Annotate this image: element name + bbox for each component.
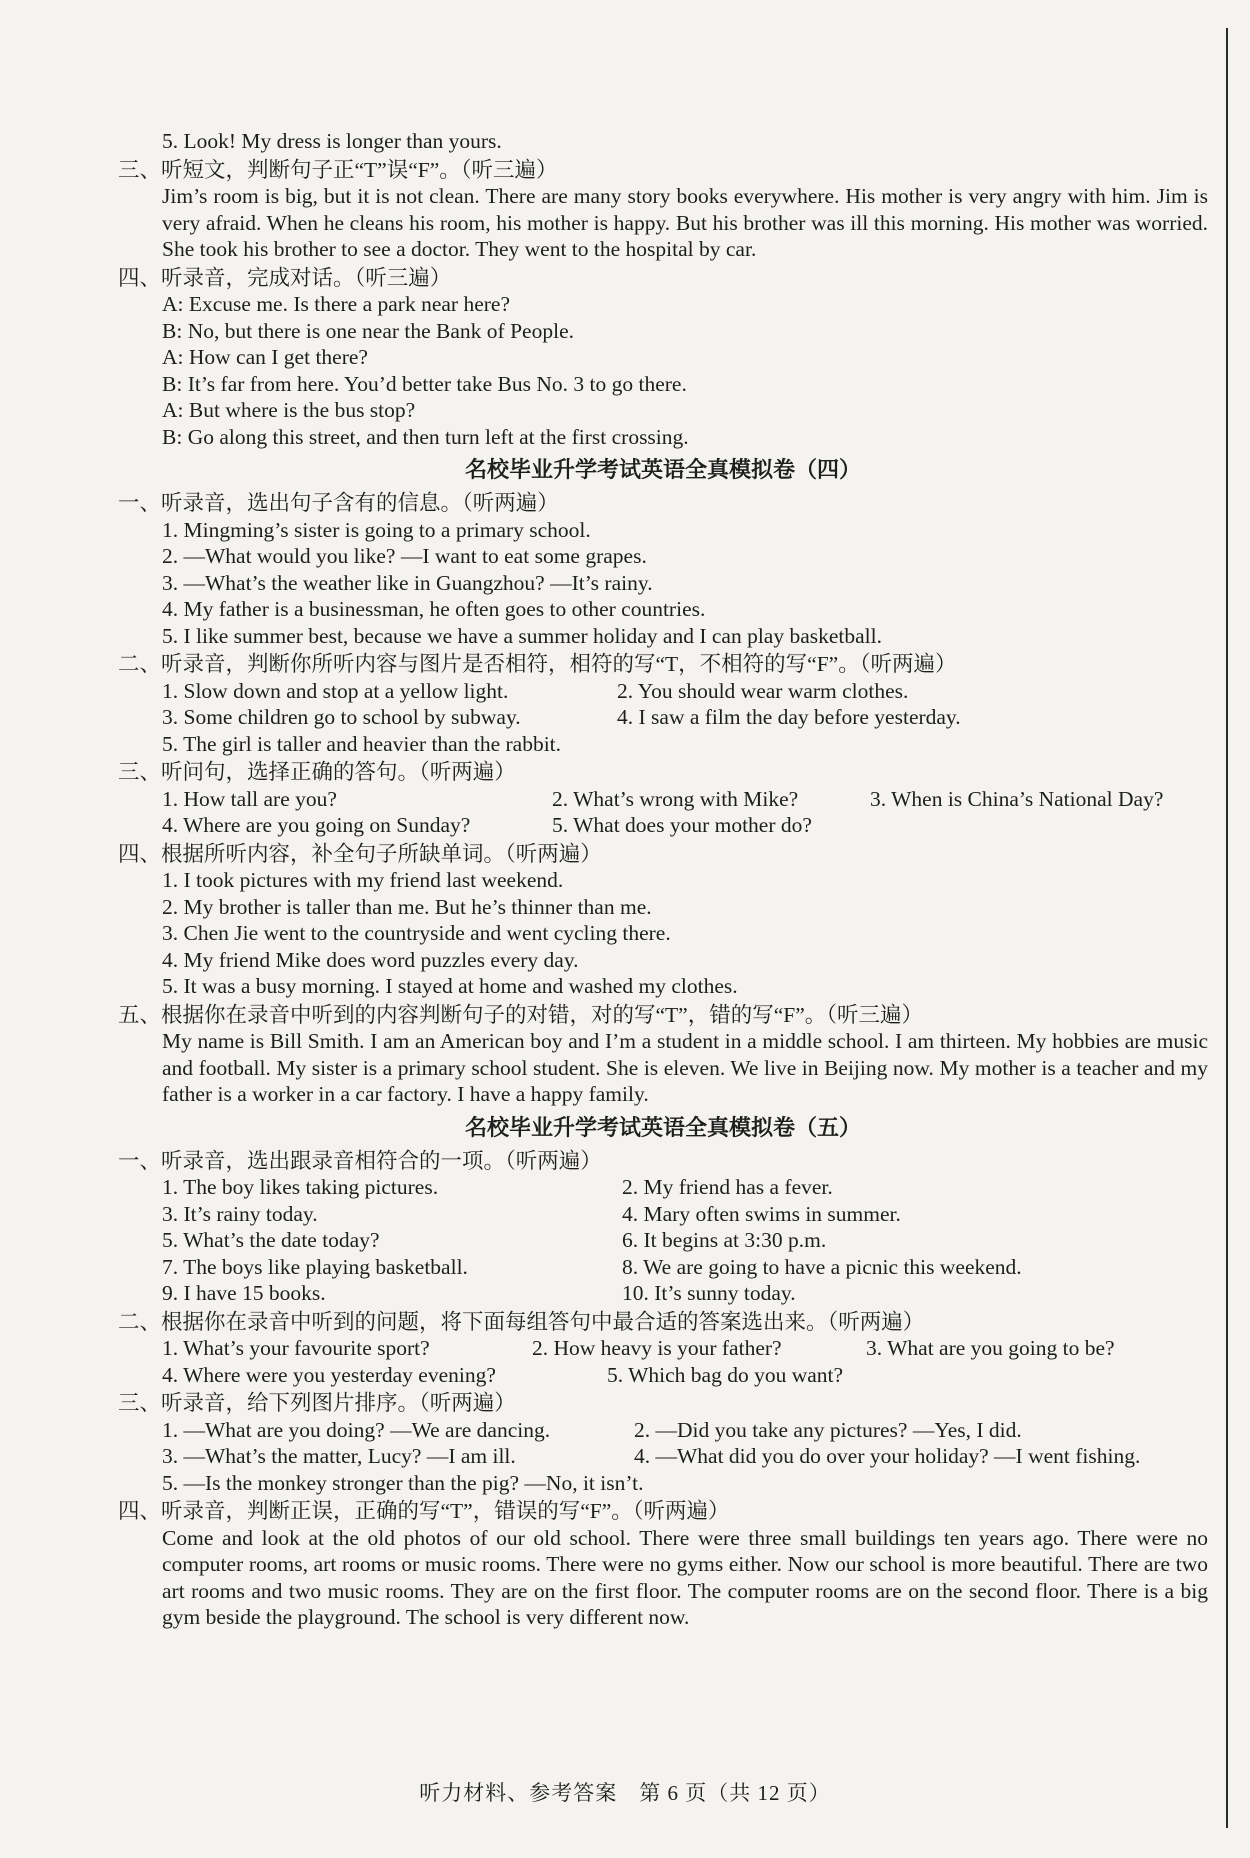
two-column-row bbox=[118, 1417, 1208, 1444]
page-edge-line bbox=[1226, 28, 1228, 1828]
two-column-row bbox=[118, 1201, 1208, 1228]
text-item: 3. What are you going to be? bbox=[866, 1336, 1115, 1360]
dialogue-line: B: Go along this street, and then turn left at the first crossing. bbox=[162, 424, 689, 449]
text-item: 4. Mary often swims in summer. bbox=[622, 1201, 901, 1226]
text-line: 1. I took pictures with my friend last weekend. bbox=[162, 868, 564, 892]
text-item: 5. Which bag do you want? bbox=[607, 1362, 844, 1387]
dialogue-line: B: No, but there is one near the Bank of People. bbox=[162, 318, 574, 343]
text-item: 3. When is China’s National Day? bbox=[870, 786, 1164, 811]
text-item: 4. Where are you going on Sunday? bbox=[162, 813, 471, 837]
dialogue-line: A: How can I get there? bbox=[162, 345, 368, 369]
text-item: 3. —What’s the matter, Lucy? —I am ill. bbox=[162, 1444, 516, 1468]
three-column-row bbox=[118, 1335, 1208, 1362]
two-column-row bbox=[118, 704, 1208, 731]
text-item: 1. —What are you doing? —We are dancing. bbox=[162, 1417, 551, 1442]
text-item: 5. What does your mother do? bbox=[552, 813, 812, 837]
text-item: 1. Slow down and stop at a yellow light. bbox=[162, 678, 509, 703]
text-item: 2. How heavy is your father? bbox=[532, 1336, 782, 1360]
text-item: 4. Where were you yesterday evening? bbox=[162, 1362, 496, 1387]
section-title: 四、听录音，判断正误，正确的写“T”，错误的写“F”。（听两遍） bbox=[118, 1499, 730, 1523]
two-column-row bbox=[118, 1174, 1208, 1201]
text-line: 5. —Is the monkey stronger than the pig? —No, it isn’t. bbox=[162, 1470, 644, 1495]
text-item: 2. —Did you take any pictures? —Yes, I did. bbox=[634, 1417, 1022, 1442]
text-item: 2. What’s wrong with Mike? bbox=[552, 786, 799, 811]
text-line: 4. My father is a businessman, he often goes to other countries. bbox=[162, 597, 706, 621]
text-line: 1. Mingming’s sister is going to a primary school. bbox=[162, 517, 591, 542]
two-column-row bbox=[118, 1280, 1208, 1307]
section-title: 四、根据所听内容，补全句子所缺单词。（听两遍） bbox=[118, 841, 602, 866]
text-line: 3. —What’s the weather like in Guangzhou? —It’s rainy. bbox=[162, 570, 653, 595]
text-item: 5. What’s the date today? bbox=[162, 1228, 380, 1252]
paper-heading: 名校毕业升学考试英语全真模拟卷（四） bbox=[464, 458, 861, 483]
paper-heading: 名校毕业升学考试英语全真模拟卷（五） bbox=[464, 1115, 861, 1141]
text-line: 2. —What would you like? —I want to eat some grapes. bbox=[162, 544, 647, 568]
text-item: 9. I have 15 books. bbox=[162, 1281, 326, 1305]
section-title: 三、听录音，给下列图片排序。（听两遍） bbox=[118, 1391, 516, 1415]
text-item: 10. It’s sunny today. bbox=[622, 1281, 796, 1305]
two-column-row bbox=[118, 1362, 1208, 1389]
section-title: 二、听录音，判断你所听内容与图片是否相符，相符的写“T，不相符的写“F”。（听两遍） bbox=[118, 652, 957, 676]
text-item: 4. —What did you do over your holiday? —I went fishing. bbox=[634, 1444, 1141, 1468]
section-title: 一、听录音，选出跟录音相符合的一项。（听两遍） bbox=[118, 1148, 602, 1173]
text-line: 2. My brother is taller than me. But he’s thinner than me. bbox=[162, 894, 652, 919]
text-item: 4. I saw a film the day before yesterday. bbox=[617, 705, 961, 729]
two-column-row bbox=[118, 812, 1208, 839]
three-column-row bbox=[118, 786, 1208, 813]
dialogue-line: B: It’s far from here. You’d better take Bus No. 3 to go there. bbox=[162, 371, 687, 396]
text-line: 5. I like summer best, because we have a summer holiday and I can play basketball. bbox=[162, 623, 883, 648]
passage: Jim’s room is big, but it is not clean. There are many story books everywhere. His mother is very angry with him. Jim is very afraid. When he cleans his room, his mother is happy. But his brother was ill this morning. His mother was worried. She took his brother to see a doctor. They went to the hospital by car. bbox=[162, 184, 1208, 261]
text-item: 2. You should wear warm clothes. bbox=[617, 678, 909, 703]
text-item: 8. We are going to have a picnic this weekend. bbox=[622, 1254, 1022, 1279]
text-item: 3. It’s rainy today. bbox=[162, 1201, 318, 1226]
text-item: 1. What’s your favourite sport? bbox=[162, 1336, 430, 1360]
text-item: 6. It begins at 3:30 p.m. bbox=[622, 1228, 827, 1252]
text-line: 5. It was a busy morning. I stayed at home and washed my clothes. bbox=[162, 974, 738, 998]
two-column-row bbox=[118, 1254, 1208, 1281]
section-title: 三、听短文，判断句子正“T”误“F”。（听三遍） bbox=[118, 157, 558, 182]
text-line: 5. Look! My dress is longer than yours. bbox=[162, 129, 502, 153]
text-line: 4. My friend Mike does word puzzles every day. bbox=[162, 947, 579, 972]
document-page bbox=[118, 128, 1208, 1631]
text-item: 1. The boy likes taking pictures. bbox=[162, 1175, 439, 1199]
two-column-row bbox=[118, 678, 1208, 705]
passage: Come and look at the old photos of our old school. There were three small buildings ten years ago. There were no computer rooms, art rooms or music rooms. There were no gyms either. Now our school is more beautiful. There are two art rooms and two music rooms. They are on the first floor. The computer rooms are on the second floor. There is a big gym beside the playground. The school is very different now. bbox=[162, 1525, 1208, 1629]
text-item: 7. The boys like playing basketball. bbox=[162, 1254, 468, 1279]
dialogue-line: A: Excuse me. Is there a park near here? bbox=[162, 292, 510, 316]
page-footer: 听力材料、参考答案 第 6 页（共 12 页） bbox=[419, 1781, 831, 1805]
section-title: 五、根据你在录音中听到的内容判断句子的对错，对的写“T”，错的写“F”。（听三遍） bbox=[118, 1002, 924, 1027]
text-item: 1. How tall are you? bbox=[162, 786, 337, 811]
text-line: 3. Chen Jie went to the countryside and went cycling there. bbox=[162, 921, 671, 945]
text-item: 3. Some children go to school by subway. bbox=[162, 705, 521, 729]
section-title: 三、听问句，选择正确的答句。（听两遍） bbox=[118, 760, 516, 784]
passage: My name is Bill Smith. I am an American boy and I’m a student in a middle school. I am thirteen. My hobbies are music and football. My sister is a primary school student. She is eleven. We live in Beijing now. My mother is a teacher and my father is a worker in a car factory. I have a happy family. bbox=[162, 1029, 1208, 1106]
text-item: 2. My friend has a fever. bbox=[622, 1175, 833, 1199]
section-title: 二、根据你在录音中听到的问题，将下面每组答句中最合适的答案选出来。（听两遍） bbox=[118, 1309, 925, 1334]
section-title: 一、听录音，选出句子含有的信息。（听两遍） bbox=[118, 491, 559, 515]
dialogue-line: A: But where is the bus stop? bbox=[162, 398, 416, 422]
two-column-row bbox=[118, 1227, 1208, 1254]
text-line: 5. The girl is taller and heavier than the rabbit. bbox=[162, 731, 562, 756]
section-title: 四、听录音，完成对话。（听三遍） bbox=[118, 265, 452, 290]
two-column-row bbox=[118, 1443, 1208, 1470]
